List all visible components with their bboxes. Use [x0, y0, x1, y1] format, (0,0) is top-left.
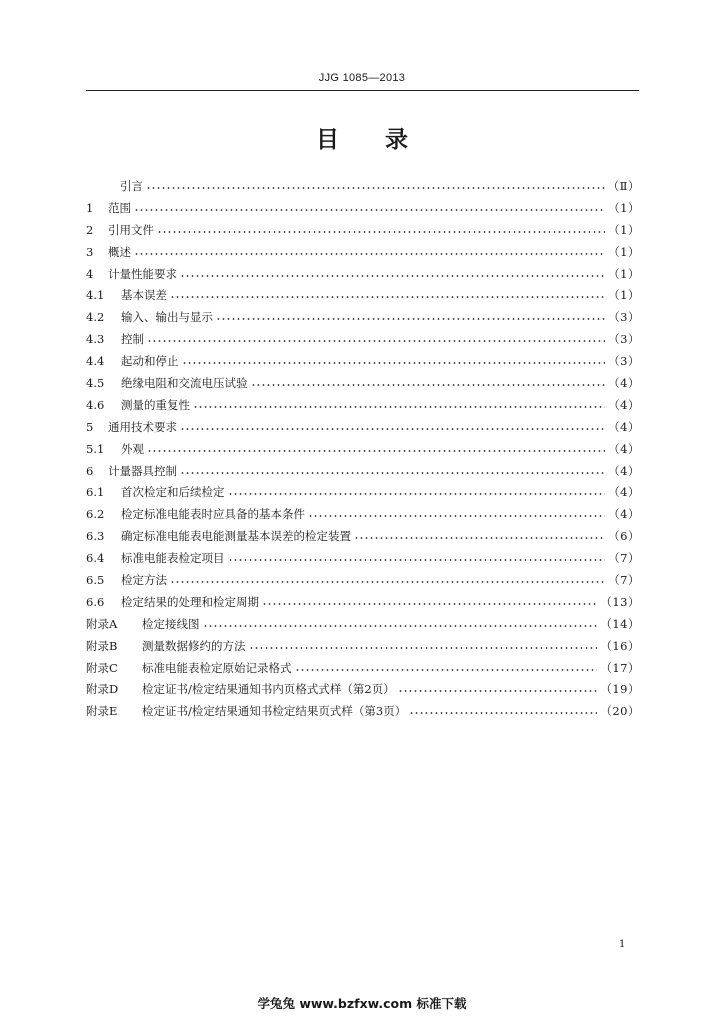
toc-entry-title: 起动和停止	[121, 354, 179, 369]
toc-entry-page: （1）	[608, 288, 640, 303]
toc-dot-leader	[157, 231, 605, 233]
toc-entry-page: （16）	[600, 638, 640, 653]
toc-entry-title: 通用技术要求	[108, 419, 177, 434]
table-of-contents	[86, 175, 640, 722]
toc-entry-number: 3	[86, 244, 94, 259]
toc-entry-number: 附录D	[86, 682, 119, 697]
toc-dot-leader	[251, 384, 606, 386]
toc-entry-title: 检定标准电能表时应具备的基本条件	[121, 507, 305, 522]
toc-entry-number: 附录A	[86, 616, 118, 631]
toc-entry-number: 4.4	[86, 354, 105, 369]
toc-entry-title: 标准电能表检定原始记录格式	[142, 660, 292, 675]
toc-entry[interactable]	[86, 678, 640, 700]
toc-entry-page: （13）	[600, 594, 640, 609]
toc-entry[interactable]	[86, 503, 640, 525]
toc-entry-page: （7）	[608, 551, 640, 566]
toc-entry-number: 6.6	[86, 594, 105, 609]
toc-entry-title: 概述	[108, 244, 131, 259]
toc-entry-page: （20）	[600, 704, 640, 719]
toc-entry-number: 4.2	[86, 310, 105, 325]
toc-dot-leader	[147, 450, 605, 452]
toc-entry-number: 2	[86, 222, 94, 237]
toc-entry-title: 控制	[121, 332, 144, 347]
toc-dot-leader	[193, 406, 605, 408]
toc-dot-leader	[170, 581, 605, 583]
toc-entry-number: 附录C	[86, 660, 118, 675]
standard-code-header: JJG 1085—2013	[318, 72, 406, 84]
toc-entry[interactable]	[86, 306, 640, 328]
toc-entry[interactable]	[86, 547, 640, 569]
toc-entry-page: （4）	[608, 397, 640, 412]
toc-dot-leader	[216, 318, 605, 320]
toc-entry[interactable]	[86, 394, 640, 416]
toc-dot-leader	[134, 209, 605, 211]
toc-entry-title: 绝缘电阻和交流电压试验	[121, 375, 248, 390]
toc-dot-leader	[134, 253, 605, 255]
toc-entry-page: （4）	[608, 441, 640, 456]
toc-entry-title: 检定证书/检定结果通知书内页格式式样（第2页）	[142, 682, 395, 697]
toc-dot-leader	[262, 603, 597, 605]
toc-entry[interactable]	[86, 219, 640, 241]
toc-entry-number: 附录B	[86, 638, 118, 653]
toc-entry-title: 检定证书/检定结果通知书检定结果页式样（第3页）	[142, 704, 407, 719]
toc-entry[interactable]	[86, 657, 640, 679]
toc-dot-leader	[146, 187, 605, 189]
toc-entry-number: 6.3	[86, 529, 105, 544]
toc-entry[interactable]	[86, 613, 640, 635]
toc-dot-leader	[182, 362, 606, 364]
toc-entry-number: 1	[86, 200, 94, 215]
toc-entry-title: 检定方法	[121, 572, 167, 587]
toc-entry-page: （4）	[608, 485, 640, 500]
toc-entry-number: 6.5	[86, 572, 105, 587]
toc-entry[interactable]	[86, 460, 640, 482]
toc-entry[interactable]	[86, 569, 640, 591]
toc-dot-leader	[228, 493, 606, 495]
toc-entry-title: 首次检定和后续检定	[121, 485, 225, 500]
toc-entry-title: 范围	[108, 200, 131, 215]
toc-entry[interactable]	[86, 328, 640, 350]
toc-entry[interactable]	[86, 284, 640, 306]
toc-entry[interactable]	[86, 481, 640, 503]
toc-entry[interactable]	[86, 175, 640, 197]
toc-entry-number: 5	[86, 419, 94, 434]
toc-entry-title: 标准电能表检定项目	[121, 551, 225, 566]
toc-entry-page: （19）	[600, 682, 640, 697]
toc-dot-leader	[228, 559, 606, 561]
toc-dot-leader	[354, 537, 605, 539]
toc-entry-page: （3）	[608, 354, 640, 369]
toc-entry-page: （Ⅱ）	[607, 178, 640, 193]
toc-entry-title: 测量的重复性	[121, 397, 190, 412]
toc-entry-number: 4.6	[86, 397, 105, 412]
toc-entry-number: 附录E	[86, 704, 118, 719]
toc-entry-title: 引言	[120, 178, 143, 193]
toc-entry-number: 4	[86, 266, 94, 281]
toc-entry[interactable]	[86, 525, 640, 547]
footer-watermark-text: 学兔兔 www.bzfxw.com 标准下载	[257, 996, 467, 1011]
toc-dot-leader	[295, 669, 598, 671]
toc-entry-page: （4）	[608, 419, 640, 434]
toc-entry-page: （1）	[608, 266, 640, 281]
page-number: 1	[619, 939, 626, 950]
toc-entry-title: 计量器具控制	[108, 463, 177, 478]
toc-entry-page: （3）	[608, 332, 640, 347]
toc-entry-number: 4.1	[86, 288, 105, 303]
toc-entry[interactable]	[86, 350, 640, 372]
toc-entry-title: 检定接线图	[142, 616, 200, 631]
toc-dot-leader	[170, 296, 605, 298]
toc-entry-title: 测量数据修约的方法	[142, 638, 246, 653]
toc-entry[interactable]	[86, 263, 640, 285]
toc-entry-number: 6.2	[86, 507, 105, 522]
toc-entry-page: （4）	[608, 463, 640, 478]
toc-entry[interactable]	[86, 372, 640, 394]
toc-dot-leader	[249, 647, 598, 649]
toc-entry-page: （1）	[608, 222, 640, 237]
toc-entry-page: （1）	[608, 200, 640, 215]
toc-dot-leader	[180, 428, 605, 430]
page-title: 目录	[316, 127, 454, 153]
toc-entry-title: 检定结果的处理和检定周期	[121, 594, 259, 609]
toc-entry-page: （4）	[608, 375, 640, 390]
toc-entry[interactable]	[86, 635, 640, 657]
toc-dot-leader	[180, 275, 605, 277]
header-rule	[86, 90, 639, 91]
toc-entry-title: 外观	[121, 441, 144, 456]
toc-entry-number: 6.1	[86, 485, 105, 500]
toc-entry-page: （17）	[600, 660, 640, 675]
toc-entry-page: （7）	[608, 572, 640, 587]
toc-entry-number: 6	[86, 463, 94, 478]
toc-entry[interactable]	[86, 591, 640, 613]
toc-entry-number: 5.1	[86, 441, 105, 456]
toc-entry-title: 计量性能要求	[108, 266, 177, 281]
toc-dot-leader	[398, 690, 598, 692]
toc-dot-leader	[180, 472, 605, 474]
toc-entry-page: （6）	[608, 529, 640, 544]
toc-entry-title: 确定标准电能表电能测量基本误差的检定装置	[121, 529, 351, 544]
toc-entry-number: 4.5	[86, 375, 105, 390]
toc-entry-number: 6.4	[86, 551, 105, 566]
toc-dot-leader	[203, 625, 598, 627]
toc-dot-leader	[147, 340, 605, 342]
toc-entry-page: （4）	[608, 507, 640, 522]
toc-entry-number: 4.3	[86, 332, 105, 347]
toc-dot-leader	[308, 515, 605, 517]
toc-entry[interactable]	[86, 197, 640, 219]
toc-entry-title: 引用文件	[108, 222, 154, 237]
toc-entry-title: 输入、输出与显示	[121, 310, 213, 325]
toc-entry[interactable]	[86, 438, 640, 460]
toc-entry[interactable]	[86, 416, 640, 438]
toc-entry-title: 基本误差	[121, 288, 167, 303]
toc-entry-page: （1）	[608, 244, 640, 259]
toc-entry-page: （3）	[608, 310, 640, 325]
toc-entry-page: （14）	[600, 616, 640, 631]
toc-entry[interactable]	[86, 241, 640, 263]
toc-entry[interactable]	[86, 700, 640, 722]
toc-dot-leader	[409, 712, 597, 714]
